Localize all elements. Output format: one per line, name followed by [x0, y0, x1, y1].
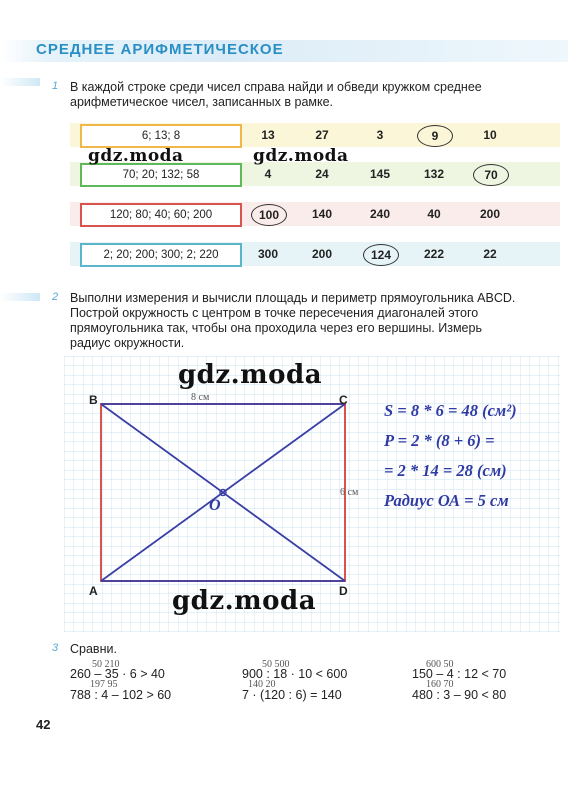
watermark: gdz.moda: [172, 586, 317, 616]
note: 160 70: [426, 679, 454, 690]
answer-option: 27: [315, 128, 329, 142]
watermark: gdz.moda: [253, 146, 349, 166]
task-marker-1: [0, 78, 40, 86]
side-length-right: 6 см: [340, 487, 359, 498]
comparison: 480 : 3 – 90 < 80: [412, 688, 507, 702]
note: 50 500: [262, 659, 290, 670]
task-number-1: 1: [52, 80, 59, 92]
answer-option: 13: [261, 128, 275, 142]
vertex-b: B: [89, 393, 98, 407]
answer-option: 22: [483, 247, 497, 261]
task2-line3: прямоугольника так, чтобы она проходила через его вершины. Измерь: [70, 321, 482, 335]
note: 50 210: [92, 659, 120, 670]
answer-option: 300: [257, 247, 279, 261]
task-marker-2: [0, 293, 40, 301]
vertex-d: D: [339, 584, 348, 598]
note: 600 50: [426, 659, 454, 670]
answer-option: 240: [369, 207, 391, 221]
answer-option: 3: [376, 128, 384, 142]
task2-line2: Построй окружность с центром в точке пересечения диагоналей этого: [70, 306, 479, 320]
solution-radius: Радиус ОА = 5 см: [384, 491, 509, 510]
number-frame: 120; 80; 40; 60; 200: [80, 203, 242, 227]
page-number: 42: [36, 717, 51, 732]
task1-line2: арифметическое чисел, записанных в рамке.: [70, 95, 334, 109]
number-frame: 6; 13; 8: [80, 124, 242, 148]
section-title: СРЕДНЕЕ АРИФМЕТИЧЕСКОЕ: [36, 41, 284, 58]
answer-option: 132: [423, 167, 445, 181]
task-number-2: 2: [52, 291, 59, 303]
vertex-a: A: [89, 584, 98, 598]
comparison: 788 : 4 – 102 > 60: [70, 688, 172, 702]
solution-perimeter-1: P = 2 * (8 + 6) =: [384, 431, 495, 450]
note: 197 95: [90, 679, 118, 690]
solution-perimeter-2: = 2 * 14 = 28 (см): [384, 461, 507, 480]
answer-option: 145: [369, 167, 391, 181]
comparison: 150 – 4 : 12 < 70: [412, 667, 507, 681]
comparison: 900 : 18 · 10 < 600: [242, 667, 348, 681]
task-number-3: 3: [52, 642, 59, 654]
task3-title: Сравни.: [70, 642, 117, 656]
task1-line1: В каждой строке среди чисел справа найди и обведи кружком среднее: [70, 80, 482, 94]
answer-option: 4: [264, 167, 272, 181]
comparison: 260 – 35 · 6 > 40: [70, 667, 165, 681]
watermark: gdz.moda: [88, 146, 184, 166]
answer-circled: 9: [417, 125, 453, 147]
answer-option: 200: [479, 207, 501, 221]
solution-area: S = 8 * 6 = 48 (см²): [384, 401, 517, 420]
number-frame: 2; 20; 200; 300; 2; 220: [80, 243, 242, 267]
answer-option: 10: [483, 128, 497, 142]
number-frame: 70; 20; 132; 58: [80, 163, 242, 187]
answer-option: 222: [423, 247, 445, 261]
answer-option: 140: [311, 207, 333, 221]
note: 140 20: [248, 679, 276, 690]
watermark: gdz.moda: [178, 360, 323, 390]
task2-line4: радиус окружности.: [70, 336, 185, 350]
answer-circled: 70: [473, 164, 509, 186]
side-length-top: 8 см: [191, 392, 210, 403]
answer-option: 24: [315, 167, 329, 181]
answer-option: 40: [427, 207, 441, 221]
answer-circled: 100: [251, 204, 287, 226]
vertex-c: C: [339, 393, 348, 407]
task2-line1: Выполни измерения и вычисли площадь и периметр прямоугольника ABCD.: [70, 291, 516, 305]
center-label: O: [209, 497, 221, 514]
answer-option: 200: [311, 247, 333, 261]
comparison: 7 · (120 : 6) = 140: [242, 688, 342, 702]
answer-circled: 124: [363, 244, 399, 266]
